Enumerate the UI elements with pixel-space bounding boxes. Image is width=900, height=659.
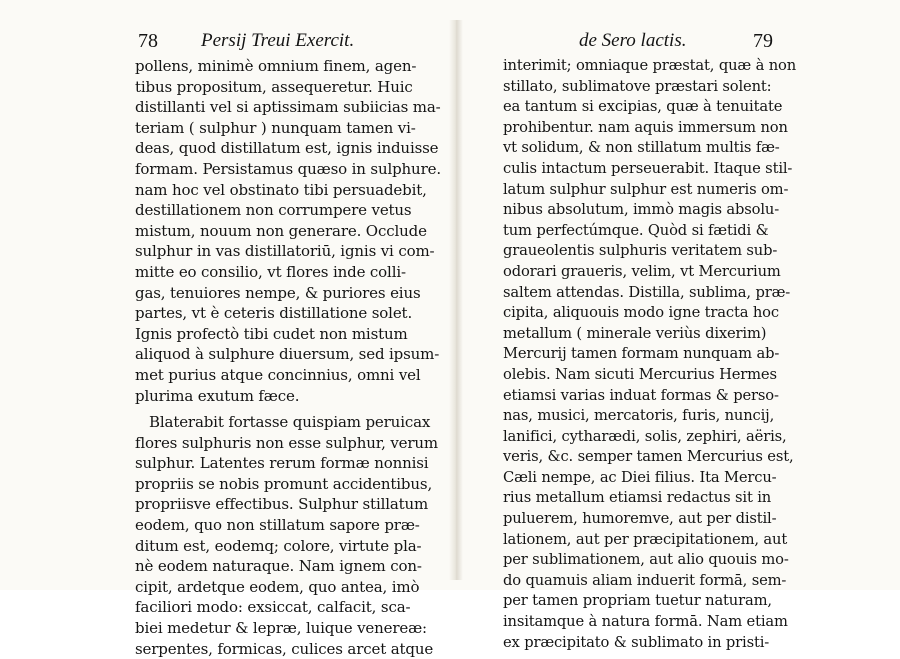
text-line: eodem, quo non stillatum sapore præ-	[135, 516, 420, 535]
text-line: insitamque à natura formā. Nam etiam	[503, 613, 788, 631]
text-line: mitte eo consilio, vt flores inde colli-	[135, 262, 406, 281]
text-line: interimit; omniaque præstat, quæ à non	[503, 57, 797, 74]
right-running-head	[503, 30, 775, 56]
text-line: ea tantum si excipias, quæ à tenuitate	[503, 98, 783, 116]
text-line: per tamen propriam tuetur naturam,	[503, 592, 772, 610]
text-line: graueolentis sulphuris veritatem sub-	[503, 242, 778, 260]
text-line: tum perfectúmque. Quòd si fætidi &	[503, 221, 769, 239]
text-line: stillato, sublimatove præstari solent:	[503, 77, 772, 95]
text-line: flores sulphuris non esse sulphur, verum	[135, 433, 438, 452]
left-page-number: 78	[138, 30, 158, 52]
text-line: sulphur. Latentes rerum formæ nonnisi	[135, 454, 429, 473]
text-line: plurima exutum fæce.	[135, 386, 300, 405]
text-line: ditum est, eodemq; colore, virtute pla-	[135, 536, 422, 555]
left-page	[135, 30, 441, 659]
text-line: tibus propositum, assequeretur. Huic	[135, 77, 413, 96]
text-line: metallum ( minerale veriùs dixerim)	[503, 324, 767, 342]
text-line: cipit, ardetque eodem, quo antea, imò	[135, 577, 420, 596]
text-line: Cæli nempe, ac Diei filius. Ita Mercu-	[503, 468, 777, 486]
text-line: propriisve effectibus. Sulphur stillatum	[135, 495, 429, 514]
text-line: faciliori modo: exsiccat, calfacit, sca-	[135, 598, 411, 617]
text-line: deas, quod distillatum est, ignis induisse	[135, 139, 439, 158]
text-line: lationem, aut per præcipitationem, aut	[503, 530, 788, 548]
text-line: odorari graueris, velim, vt Mercurium	[503, 262, 781, 280]
text-line: sulphur in vas distillatoriū, ignis vi com-	[135, 242, 435, 261]
text-line: propriis se nobis promunt accidentibus,	[135, 474, 433, 493]
text-line: do quamuis aliam induerit formā, sem-	[503, 571, 787, 589]
text-line: latum sulphur sulphur est numeris om-	[503, 180, 789, 198]
text-line: Mercurij tamen formam nunquam ab-	[503, 345, 780, 363]
book-gutter	[449, 20, 463, 580]
text-line: teriam ( sulphur ) nunquam tamen vi-	[135, 118, 416, 137]
text-line: partes, vt è ceteris distillatione solet.	[135, 304, 413, 323]
left-running-head	[135, 30, 420, 56]
right-running-title: de Sero lactis.	[579, 30, 687, 51]
text-line: serpentes, formicas, culices arcet atque	[135, 639, 434, 658]
text-line: aliquod à sulphure diuersum, sed ipsum-	[135, 345, 440, 364]
text-line: nas, musici, mercatoris, furis, nuncij,	[503, 407, 775, 425]
text-line: nibus absolutum, immò magis absolu-	[503, 201, 780, 219]
text-line: gas, tenuiores nempe, & puriores eius	[135, 283, 421, 302]
text-line: etiamsi varias induat formas & perso-	[503, 386, 779, 404]
left-running-title: Persij Treui Exercit.	[201, 30, 355, 51]
right-page	[503, 30, 797, 653]
text-line: nè eodem naturaque. Nam ignem con-	[135, 557, 422, 576]
text-line: ex præcipitato & sublimato in pristi-	[503, 633, 770, 651]
text-line: destillationem non corrumpere vetus	[135, 201, 412, 220]
text-line: prohibentur. nam aquis immersum non	[503, 118, 788, 136]
text-line: per sublimationem, aut alio quouis mo-	[503, 551, 789, 569]
text-line: Ignis profectò tibi cudet non mistum	[135, 324, 408, 343]
text-line: vt solidum, & non stillatum multis fæ-	[503, 139, 780, 157]
text-line: pollens, minimè omnium finem, agen-	[135, 57, 417, 75]
text-line: nam hoc vel obstinato tibi persuadebit,	[135, 180, 427, 199]
text-line: distillanti vel si aptissimam subiicias ma-	[135, 98, 441, 117]
text-line: culis intactum perseuerabit. Itaque stil-	[503, 159, 793, 177]
text-line: met purius atque concinnius, omni vel	[135, 365, 421, 384]
text-line: biei medetur & lepræ, luique venereæ:	[135, 619, 427, 638]
text-line: mistum, nouum non generare. Occlude	[135, 221, 427, 240]
text-line: olebis. Nam sicuti Mercurius Hermes	[503, 365, 777, 383]
text-line: Blaterabit fortasse quispiam peruicax	[149, 413, 431, 432]
text-line: saltem attendas. Distilla, sublima, præ-	[503, 283, 791, 301]
text-line: cipita, aliquouis modo igne tracta hoc	[503, 304, 779, 322]
text-line: veris, &c. semper tamen Mercurius est,	[503, 448, 794, 466]
text-line: puluerem, humoremve, aut per distil-	[503, 510, 777, 528]
text-line: lanifici, cytharædi, solis, zephiri, aëris,	[503, 427, 787, 445]
text-line: rius metallum etiamsi redactus sit in	[503, 489, 772, 507]
right-page-number: 79	[753, 30, 773, 52]
text-line: formam. Persistamus quæso in sulphure.	[135, 159, 441, 178]
